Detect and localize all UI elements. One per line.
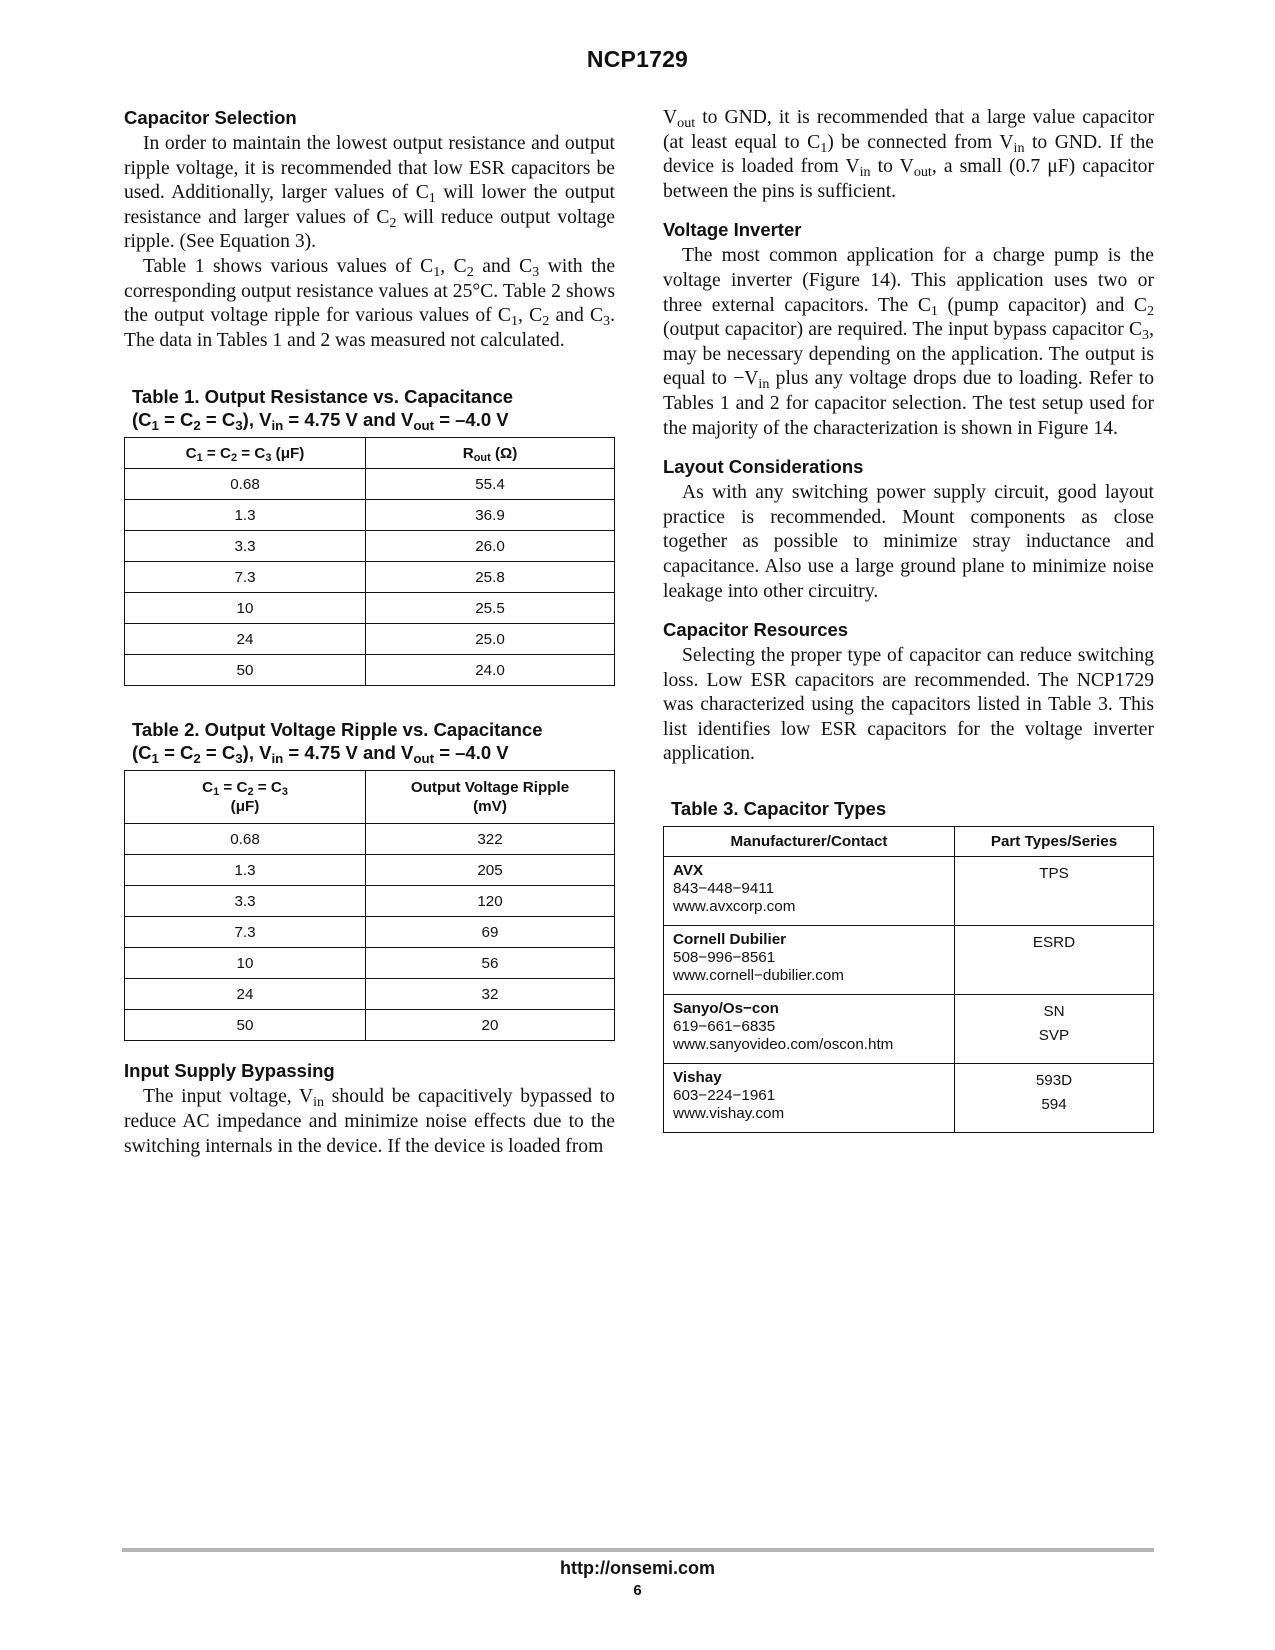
capacitor-resources-paragraph: Selecting the proper type of capacitor can reduce switching loss. Low ESR capacitors are recommended. The NCP1729 was characterized using the capacitors listed in Table 3. This list identifies low ESR capacitors for the voltage inverter application. xyxy=(663,645,1154,765)
manufacturer-website[interactable]: www.vishay.com xyxy=(673,1105,785,1123)
layout-considerations-paragraph: As with any switching power supply circuit, good layout practice is recommended. Mount components as close together as possible to minimize stray inductance and capacitance. Also use a large ground plane to minimize noise leakage into other circuitry. xyxy=(663,482,1154,602)
table-row xyxy=(664,857,1154,926)
manufacturer-phone: 619−661−6835 xyxy=(673,1018,776,1036)
table2-capacitance-cell: 0.68 xyxy=(125,824,366,855)
table2-capacitance-cell: 10 xyxy=(125,948,366,979)
part-series: SVP xyxy=(1038,1027,1070,1045)
manufacturer-name: Sanyo/Os−con xyxy=(673,1000,779,1018)
capacitor-resources-heading: Capacitor Resources xyxy=(663,619,849,641)
table1-caption xyxy=(132,385,615,434)
table1-value-cell: 24.0 xyxy=(366,655,615,686)
table2-value-cell: 120 xyxy=(366,886,615,917)
manufacturer-website[interactable]: www.sanyovideo.com/oscon.htm xyxy=(673,1036,894,1054)
table-row xyxy=(125,655,615,686)
manufacturer-phone: 843−448−9411 xyxy=(673,880,775,898)
input-supply-paragraph-continued: $V_{out}$ to GND, it is recommended that a large value capacitor (at least equal to $C_1$) be connected from $V_{in}$ to GND. If the device is loaded from $V_{in}$ to $V_{out}$, a small (0.7 μF) capacitor between the pins is sufficient. xyxy=(663,107,1155,202)
table-row xyxy=(664,995,1154,1064)
table2-value-cell: 205 xyxy=(366,855,615,886)
table2-value-cell: 32 xyxy=(366,979,615,1010)
table-row xyxy=(125,531,615,562)
table2-header-capacitance-line1: $C_1 = C_2 = C_3$ xyxy=(202,779,288,799)
table1-caption-line1: Table 1. Output Resistance vs. Capacitance xyxy=(132,386,514,408)
manufacturer-name: AVX xyxy=(673,862,704,880)
table2-caption-line2: $(C_1 = C_2 = C_3)$, $V_{in} = 4.75$ V and $V_{out} = -4.0$ V xyxy=(132,742,509,767)
table2-header-capacitance-line2: (μF) xyxy=(230,798,260,816)
table2-caption xyxy=(132,718,615,767)
table1-capacitance-cell: 50 xyxy=(125,655,366,686)
part-types-cell xyxy=(955,1064,1154,1133)
footer-url[interactable]: http://onsemi.com xyxy=(559,1558,715,1578)
table2-value-cell: 322 xyxy=(366,824,615,855)
manufacturer-website[interactable]: www.avxcorp.com xyxy=(673,898,796,916)
table1-capacitance-cell: 10 xyxy=(125,593,366,624)
table-row xyxy=(125,1010,615,1041)
part-series: ESRD xyxy=(1032,934,1076,952)
part-series: 593D xyxy=(1035,1072,1073,1090)
part-types-cell xyxy=(955,926,1154,995)
table1-value-cell: 26.0 xyxy=(366,531,615,562)
table1-capacitance-cell: 1.3 xyxy=(125,500,366,531)
table2-value-cell: 20 xyxy=(366,1010,615,1041)
table3-header-parts: Part Types/Series xyxy=(955,827,1154,857)
table1-value-cell: 36.9 xyxy=(366,500,615,531)
table1-value-cell: 55.4 xyxy=(366,469,615,500)
table-row xyxy=(664,1064,1154,1133)
output-ripple-table xyxy=(124,770,615,1041)
input-supply-paragraph: The input voltage, $V_{in}$ should be capacitively bypassed to reduce AC impedance and minimize noise effects due to the switching internals in the device. If the device is loaded from xyxy=(124,1086,615,1157)
manufacturer-cell xyxy=(664,857,955,926)
table-row xyxy=(125,824,615,855)
table1-header-capacitance: $C_1 = C_2 = C_3$ (μF) xyxy=(125,438,366,469)
capacitor-types-table xyxy=(663,826,1154,1133)
part-types-cell xyxy=(955,857,1154,926)
page-number: 6 xyxy=(633,1582,642,1599)
left-column xyxy=(124,106,615,1159)
table2-capacitance-cell: 7.3 xyxy=(125,917,366,948)
table2-header-ripple-line2: (mV) xyxy=(473,798,507,816)
capacitor-selection-paragraph-2: Table 1 shows various values of $C_1$, $C_2$ and $C_3$ with the corresponding output resistance values at 25°C. Table 2 shows the output voltage ripple for various values of $C_1$, $C_2$ and $C_3$. The data in Tables 1 and 2 was measured not calculated. xyxy=(124,255,616,351)
table-row xyxy=(125,500,615,531)
footer-divider xyxy=(122,1548,1154,1552)
manufacturer-website[interactable]: www.cornell−dubilier.com xyxy=(673,967,844,985)
page-title: NCP1729 xyxy=(586,46,689,72)
manufacturer-phone: 603−224−1961 xyxy=(673,1087,776,1105)
table-row xyxy=(125,917,615,948)
table-row xyxy=(125,855,615,886)
table-row xyxy=(125,562,615,593)
capacitor-selection-heading: Capacitor Selection xyxy=(124,107,297,128)
table-row xyxy=(664,926,1154,995)
table1-capacitance-cell: 24 xyxy=(125,624,366,655)
table1-caption-line2: $(C_1 = C_2 = C_3)$, $V_{in} = 4.75$ V and $V_{out} = -4.0$ V xyxy=(132,409,509,434)
voltage-inverter-paragraph: The most common application for a charge pump is the voltage inverter (Figure 14). This application uses two or three external capacitors. The $C_1$ (pump capacitor) and $C_2$ (output capacitor) are required. The input bypass capacitor $C_3$, may be necessary depending on the application. The output is equal to $-V_{in}$ plus any voltage drops due to loading. Refer to Tables 1 and 2 for capacitor selection. The test setup used for the majority of the characterization is shown in Figure 14. xyxy=(663,245,1154,439)
table1-capacitance-cell: 3.3 xyxy=(125,531,366,562)
table-row xyxy=(125,948,615,979)
table1-header-resistance: $R_{out}$ (Ω) xyxy=(366,438,615,469)
manufacturer-name: Cornell Dubilier xyxy=(673,931,787,949)
table-row xyxy=(125,593,615,624)
right-column xyxy=(663,106,1154,1133)
manufacturer-phone: 508−996−8561 xyxy=(673,949,776,967)
manufacturer-cell xyxy=(664,995,955,1064)
table1-capacitance-cell: 7.3 xyxy=(125,562,366,593)
input-supply-heading: Input Supply Bypassing xyxy=(124,1060,335,1082)
table2-capacitance-cell: 3.3 xyxy=(125,886,366,917)
part-series: SN xyxy=(1043,1003,1065,1021)
manufacturer-cell xyxy=(664,1064,955,1133)
table2-value-cell: 69 xyxy=(366,917,615,948)
table2-caption-line1: Table 2. Output Voltage Ripple vs. Capacitance xyxy=(132,719,543,741)
layout-considerations-heading: Layout Considerations xyxy=(663,456,864,478)
table-row xyxy=(125,979,615,1010)
table1-capacitance-cell: 0.68 xyxy=(125,469,366,500)
table2-capacitance-cell: 1.3 xyxy=(125,855,366,886)
part-types-cell xyxy=(955,995,1154,1064)
part-series: TPS xyxy=(1039,865,1069,883)
table2-header-ripple xyxy=(366,771,615,824)
table2-header-capacitance xyxy=(125,771,366,824)
table1-value-cell: 25.0 xyxy=(366,624,615,655)
table1-value-cell: 25.8 xyxy=(366,562,615,593)
table2-capacitance-cell: 24 xyxy=(125,979,366,1010)
table-row xyxy=(125,469,615,500)
table2-value-cell: 56 xyxy=(366,948,615,979)
table3-caption: Table 3. Capacitor Types xyxy=(671,798,887,820)
part-series: 594 xyxy=(1041,1096,1067,1114)
table2-header-ripple-line1: Output Voltage Ripple xyxy=(410,779,570,797)
output-resistance-table xyxy=(124,437,615,686)
table-row xyxy=(125,624,615,655)
voltage-inverter-heading: Voltage Inverter xyxy=(663,219,802,241)
table1-value-cell: 25.5 xyxy=(366,593,615,624)
table3-header-manufacturer: Manufacturer/Contact xyxy=(664,827,955,857)
manufacturer-cell xyxy=(664,926,955,995)
table2-capacitance-cell: 50 xyxy=(125,1010,366,1041)
manufacturer-name: Vishay xyxy=(673,1069,722,1087)
table-row xyxy=(125,886,615,917)
capacitor-selection-paragraph-1: In order to maintain the lowest output resistance and output ripple voltage, it is recommended that low ESR capacitors be used. Additionally, larger values of $C_1$ will lower the output resistance and larger values of $C_2$ will reduce output voltage ripple. (See Equation 3). xyxy=(124,133,616,253)
